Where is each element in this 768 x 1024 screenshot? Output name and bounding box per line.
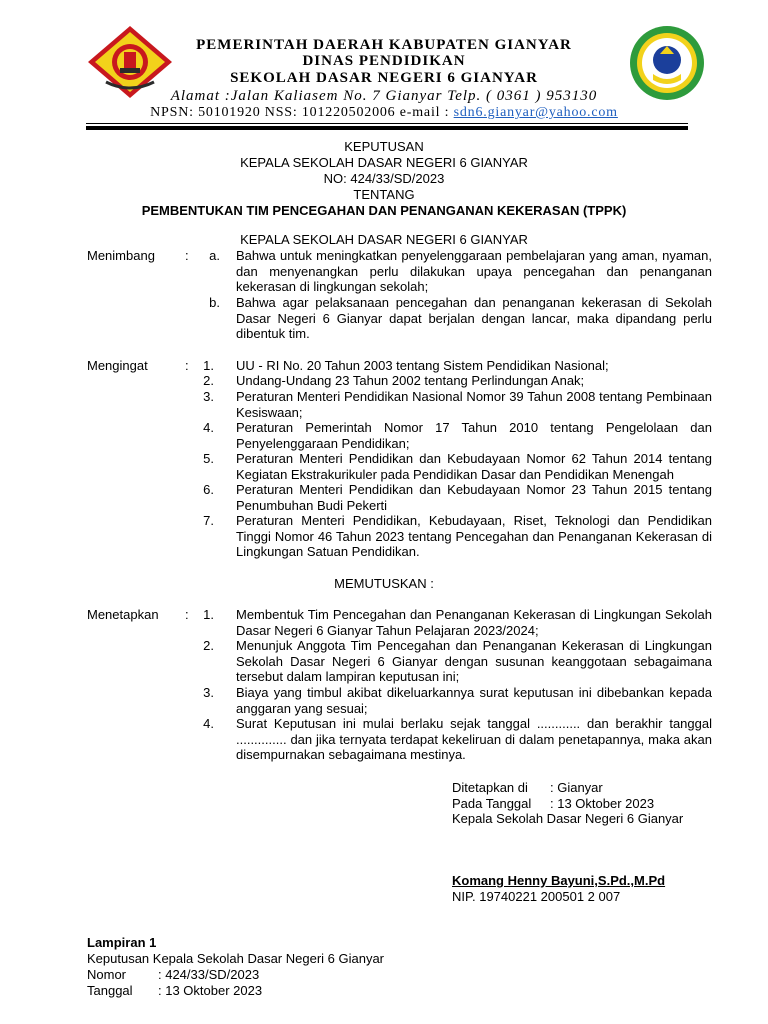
tanggal-label: Pada Tanggal <box>452 796 532 811</box>
header-divider-thin <box>86 123 688 124</box>
signatory-nip: NIP. 19740221 200501 2 007 <box>452 889 621 904</box>
menetapkan-item: Surat Keputusan ini mulai berlaku sejak tanggal ............ dan berakhir tanggal .............. dan jika ternyata terdapat kekeliruan di dalam penetapannya, maka akan disempurnakan sebagaimana mestinya. <box>236 716 712 762</box>
menetapkan-item-num: 2. <box>203 638 214 653</box>
mengingat-item-num: 3. <box>203 389 214 404</box>
memutuskan-heading: MEMUTUSKAN : <box>334 576 434 591</box>
header-address: Alamat :Jalan Kaliasem No. 7 Gianyar Telp. ( 0361 ) 953130 <box>170 88 598 104</box>
doc-subject: PEMBENTUKAN TIM PENCEGAHAN DAN PENANGANAN KEKERASAN (TPPK) <box>141 203 627 218</box>
mengingat-item-num: 6. <box>203 482 214 497</box>
menetapkan-item: Biaya yang timbul akibat dikeluarkannya surat keputusan ini dibebankan kepada anggaran yang sesuai; <box>236 685 712 716</box>
lampiran-tanggal-label: Tanggal <box>87 983 133 998</box>
doc-number: NO: 424/33/SD/2023 <box>323 171 445 186</box>
menetapkan-colon: : <box>185 607 189 622</box>
doc-issuer-repeat: KEPALA SEKOLAH DASAR NEGERI 6 GIANYAR <box>240 232 528 247</box>
menetapkan-item: Membentuk Tim Pencegahan dan Penanganan Kekerasan di Lingkungan Sekolah Dasar Negeri 6 Gianyar Tahun Pelajaran 2023/2024; <box>236 607 712 638</box>
lampiran-title: Lampiran 1 <box>87 935 157 950</box>
mengingat-colon: : <box>185 358 189 373</box>
header-contact <box>0 105 768 121</box>
header-divider-thick <box>86 126 688 130</box>
lampiran-tanggal-value: : 13 Oktober 2023 <box>158 983 263 998</box>
header-school-name: SEKOLAH DASAR NEGERI 6 GIANYAR <box>230 70 538 86</box>
mengingat-item-num: 2. <box>203 373 214 388</box>
header-government: PEMERINTAH DAERAH KABUPATEN GIANYAR <box>196 37 572 53</box>
lampiran-nomor-label: Nomor <box>87 967 127 982</box>
mengingat-item: Undang-Undang 23 Tahun 2002 tentang Perlindungan Anak; <box>236 373 585 388</box>
menetapkan-item-num: 1. <box>203 607 214 622</box>
menimbang-item-a-num: a. <box>209 248 220 263</box>
mengingat-item: Peraturan Pemerintah Nomor 17 Tahun 2010 tentang Pengelolaan dan Penyelenggaraan Pendidikan; <box>236 420 712 451</box>
menimbang-item-b: Bahwa agar pelaksanaan pencegahan dan penanganan kekerasan di Sekolah Dasar Negeri 6 Gianyar dapat berjalan dengan lancar, maka dipandang perlu dibentuk tim. <box>236 295 712 341</box>
ditetapkan-label: Ditetapkan di <box>452 780 528 795</box>
mengingat-item: Peraturan Menteri Pendidikan Nasional Nomor 39 Tahun 2008 tentang Pembinaan Kesiswaan; <box>236 389 712 420</box>
email-link[interactable]: sdn6.gianyar@yahoo.com <box>453 105 618 120</box>
mengingat-item: Peraturan Menteri Pendidikan, Kebudayaan, Riset, Teknologi dan Pendidikan Tinggi Nomor 46 Tahun 2023 tentang Pencegahan dan Penanganan Kekerasan di Lingkungan Satuan Pendidikan. <box>236 513 712 559</box>
doc-type: KEPUTUSAN <box>344 139 424 154</box>
menimbang-label: Menimbang <box>87 248 155 263</box>
menetapkan-label: Menetapkan <box>87 607 159 622</box>
mengingat-item-num: 1. <box>203 358 214 373</box>
lampiran-description: Keputusan Kepala Sekolah Dasar Negeri 6 Gianyar <box>87 951 385 966</box>
signatory-name: Komang Henny Bayuni,S.Pd.,M.Pd <box>452 873 666 888</box>
lampiran-nomor-value: : 424/33/SD/2023 <box>158 967 260 982</box>
menimbang-colon: : <box>185 248 189 263</box>
doc-tentang: TENTANG <box>353 187 415 202</box>
doc-issuer: KEPALA SEKOLAH DASAR NEGERI 6 GIANYAR <box>240 155 528 170</box>
menimbang-item-b-num: b. <box>209 295 220 310</box>
mengingat-item: UU - RI No. 20 Tahun 2003 tentang Sistem Pendidikan Nasional; <box>236 358 609 373</box>
header-department: DINAS PENDIDIKAN <box>302 53 466 69</box>
mengingat-item: Peraturan Menteri Pendidikan dan Kebudayaan Nomor 62 Tahun 2014 tentang Kegiatan Ekstrakurikuler pada Pendidikan Dasar dan Pendidikan Menengah <box>236 451 712 482</box>
signatory-position: Kepala Sekolah Dasar Negeri 6 Gianyar <box>452 811 684 826</box>
mengingat-item-num: 7. <box>203 513 214 528</box>
mengingat-item-num: 5. <box>203 451 214 466</box>
mengingat-item: Peraturan Menteri Pendidikan dan Kebudayaan Nomor 23 Tahun 2015 tentang Penumbuhan Budi Pekerti <box>236 482 712 513</box>
ditetapkan-value: : Gianyar <box>550 780 603 795</box>
menetapkan-item-num: 4. <box>203 716 214 731</box>
menetapkan-item: Menunjuk Anggota Tim Pencegahan dan Penanganan Kekerasan di Lingkungan Sekolah Dasar Negeri 6 Gianyar dengan susunan keanggotaan sebagaimana tersebut dalam lampiran keputusan ini; <box>236 638 712 684</box>
header-npsn-nss: NPSN: 50101920 NSS: 101220502006 e-mail : <box>150 105 450 120</box>
menimbang-item-a: Bahwa untuk meningkatkan penyelenggaraan pembelajaran yang aman, nyaman, dan menyenangkan perlu dilakukan upaya pencegahan dan penanganan kekerasan di lingkungan sekolah; <box>236 248 712 294</box>
tanggal-value: : 13 Oktober 2023 <box>550 796 655 811</box>
menetapkan-item-num: 3. <box>203 685 214 700</box>
mengingat-item-num: 4. <box>203 420 214 435</box>
mengingat-label: Mengingat <box>87 358 148 373</box>
